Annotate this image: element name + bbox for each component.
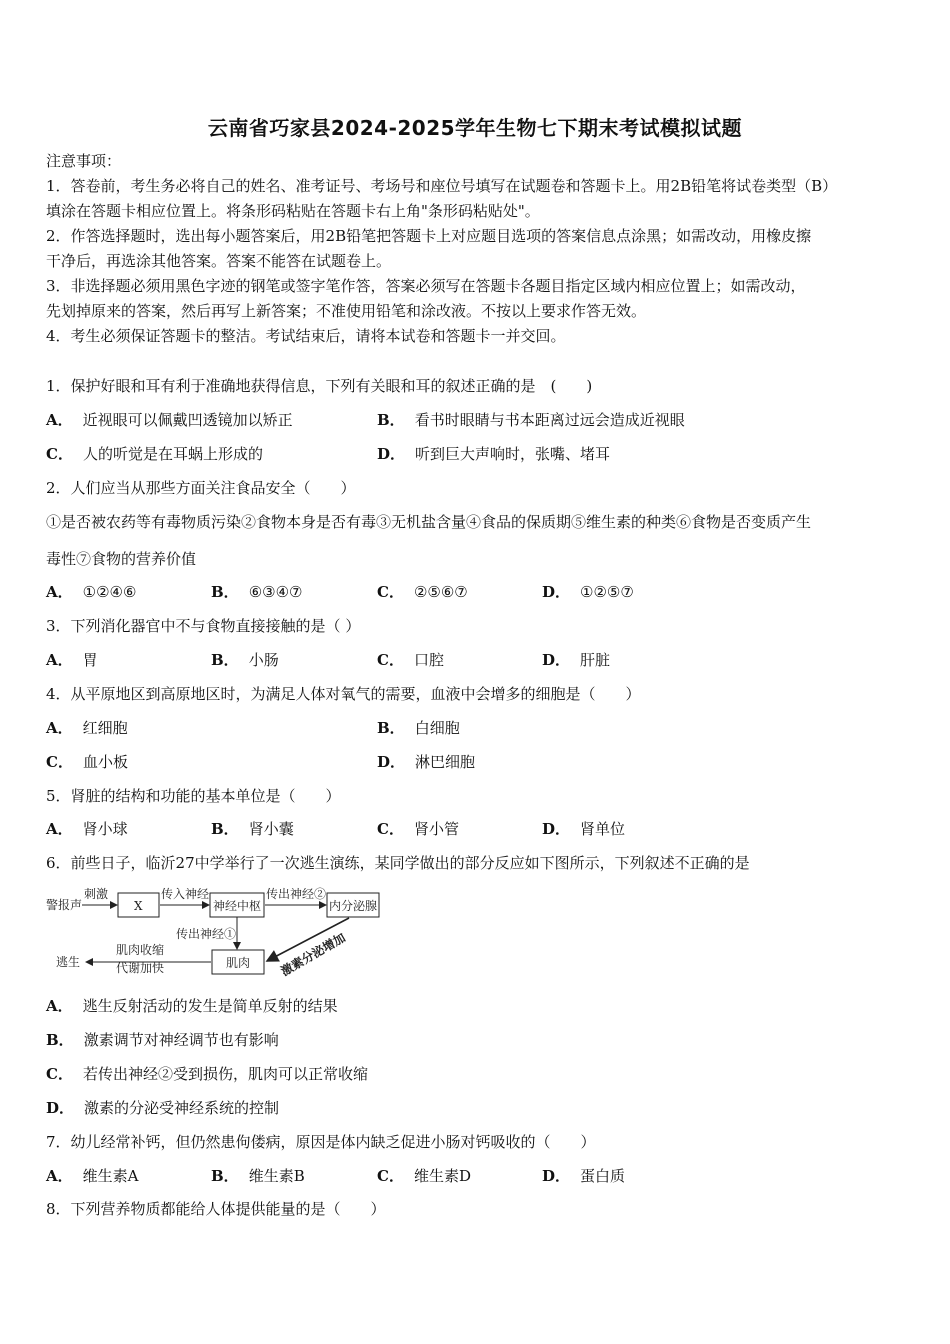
q4-option-a [46,718,128,738]
option-text: 肾小球 [82,820,128,838]
diagram-gland: 内分泌腺 [329,899,378,913]
q7-option-b [211,1166,305,1186]
option-label: B． [211,583,239,601]
option-label: D． [542,651,571,669]
option-label: A． [46,583,73,601]
option-text: ②⑤⑥⑦ [413,583,468,601]
question-6-stem: 6．前些日子，临沂27中学举行了一次逃生演练，某同学做出的部分反应如下图所示，下列叙述不正确的是 [46,854,750,872]
option-label: B． [211,820,239,838]
option-text: 淋巴细胞 [415,753,476,771]
q2-option-d [542,582,634,602]
q3-option-c [377,650,444,670]
question-8-stem: 8．下列营养物质都能给人体提供能量的是（ ） [46,1200,386,1218]
q3-option-a [46,650,98,670]
q2-option-b [211,582,302,602]
option-label: A． [46,719,73,737]
q7-option-a [46,1166,138,1186]
diagram-alarm: 警报声 [46,898,83,912]
option-text: 胃 [82,651,98,669]
option-text: 人的听觉是在耳蜗上形成的 [82,445,263,463]
option-text: 维生素A [82,1167,139,1185]
option-text: 维生素B [248,1167,305,1185]
diagram-muscle: 肌肉 [226,956,251,970]
notice-line: 1．答卷前，考生务必将自己的姓名、准考证号、考场号和座位号填写在试题卷和答题卡上。用2B铅笔将试卷类型（B） [46,177,838,195]
q5-option-c [377,819,459,839]
option-label: D． [377,753,406,771]
option-label: A． [46,411,73,429]
q2-option-c [377,582,468,602]
q3-option-d [542,650,610,670]
option-text: ①②④⑥ [82,583,137,601]
q4-option-b [377,718,460,738]
notice-line: 2．作答选择题时，选出每小题答案后，用2B铅笔把答题卡上对应题目选项的答案信息点涂黑；如需改动，用橡皮擦 [46,227,812,245]
notice-line: 干净后，再选涂其他答案。答案不能答在试题卷上。 [46,252,392,270]
notice-line: 4．考生必须保证答题卡的整洁。考试结束后，请将本试卷和答题卡一并交回。 [46,327,566,345]
option-label: A． [46,1167,73,1185]
diagram-contract1: 肌肉收缩 [116,943,165,957]
q4-option-d [377,752,475,772]
question-2-extra: 毒性⑦食物的营养价值 [46,550,197,568]
option-label: B． [211,651,239,669]
option-text: 维生素D [413,1167,471,1185]
diagram-efferent1: 传出神经① [176,927,237,941]
diagram-x: X [134,899,143,913]
q5-option-d [542,819,625,839]
q6-option-c [46,1064,368,1084]
option-label: A． [46,820,73,838]
q3-option-b [211,650,279,670]
notice-line: 3．非选择题必须用黑色字迹的钢笔或签字笔作答，答案必须写在答题卡各题目指定区域内相应位置上；如需改动， [46,277,806,295]
option-text: 逃生反射活动的发生是简单反射的结果 [82,997,338,1015]
q6-option-b [46,1030,279,1050]
q5-option-b [211,819,294,839]
option-label: B． [377,719,405,737]
option-label: C． [377,651,404,669]
q4-option-c [46,752,128,772]
notice-line: 先划掉原来的答案，然后再写上新答案；不准使用铅笔和涂改液。不按以上要求作答无效。 [46,302,647,320]
option-label: D． [542,820,571,838]
question-2-stem: 2．人们应当从那些方面关注食品安全（ ） [46,479,356,497]
question-5-stem: 5．肾脏的结构和功能的基本单位是（ ） [46,787,341,805]
q6-option-d [46,1098,279,1118]
option-label: D． [46,1099,75,1117]
option-text: 肾小囊 [248,820,294,838]
option-label: C． [46,753,73,771]
option-text: 红细胞 [82,719,128,737]
option-text: 血小板 [82,753,128,771]
option-text: 听到巨大声响时，张嘴、堵耳 [415,445,611,463]
q6-option-a [46,996,338,1016]
question-2-extra: ①是否被农药等有毒物质污染②食物本身是否有毒③无机盐含量④食品的保质期⑤维生素的种类⑥食物是否变质产生 [46,513,812,531]
option-label: A． [46,651,73,669]
option-label: A． [46,997,73,1015]
option-text: 肾单位 [580,820,626,838]
question-1-stem: 1．保护好眼和耳有利于准确地获得信息，下列有关眼和耳的叙述正确的是 ( ) [46,377,593,395]
option-label: B． [377,411,405,429]
diagram-efferent2: 传出神经② [266,887,327,901]
option-label: D． [542,583,571,601]
option-label: D． [542,1167,571,1185]
option-text: 激素调节对神经调节也有影响 [83,1031,279,1049]
option-text: 肝脏 [580,651,611,669]
q7-option-d [542,1166,625,1186]
option-label: C． [377,820,404,838]
diagram-center: 神经中枢 [213,899,262,913]
q2-option-a [46,582,136,602]
notice-heading: 注意事项： [46,152,122,170]
question-7-stem: 7．幼儿经常补钙，但仍然患佝偻病，原因是体内缺乏促进小肠对钙吸收的（ ） [46,1133,596,1151]
option-label: C． [377,1167,404,1185]
q7-option-c [377,1166,471,1186]
q5-option-a [46,819,128,839]
q1-option-a [46,410,293,430]
option-text: 口腔 [413,651,444,669]
option-label: B． [211,1167,239,1185]
page-title: 云南省巧家县2024-2025学年生物七下期末考试模拟试题 [207,116,743,140]
diagram-afferent: 传入神经 [161,887,210,901]
option-text: 看书时眼睛与书本距离过远会造成近视眼 [414,411,685,429]
reflex-diagram [44,884,384,980]
question-4-stem: 4．从平原地区到高原地区时，为满足人体对氧气的需要，血液中会增多的细胞是（ ） [46,685,641,703]
diagram-hormone: 激素分泌增加 [278,930,348,979]
q1-option-b [377,410,685,430]
diagram-stimulus: 刺激 [84,887,109,901]
q1-option-d [377,444,610,464]
option-label: D． [377,445,406,463]
option-label: B． [46,1031,74,1049]
option-text: 蛋白质 [580,1167,626,1185]
q1-option-c [46,444,263,464]
option-text: 若传出神经②受到损伤，肌肉可以正常收缩 [82,1065,368,1083]
option-label: C． [46,445,73,463]
option-text: 白细胞 [414,719,460,737]
option-label: C． [46,1065,73,1083]
option-text: 近视眼可以佩戴凹透镜加以矫正 [82,411,293,429]
option-text: 激素的分泌受神经系统的控制 [84,1099,280,1117]
option-label: C． [377,583,404,601]
option-text: 肾小管 [413,820,459,838]
diagram-escape: 逃生 [56,955,81,969]
diagram-contract2: 代谢加快 [116,961,165,975]
question-3-stem: 3．下列消化器官中不与食物直接接触的是（ ） [46,617,361,635]
option-text: 小肠 [248,651,279,669]
option-text: ⑥③④⑦ [248,583,303,601]
notice-line: 填涂在答题卡相应位置上。将条形码粘贴在答题卡右上角"条形码粘贴处"。 [46,202,540,220]
option-text: ①②⑤⑦ [580,583,634,601]
